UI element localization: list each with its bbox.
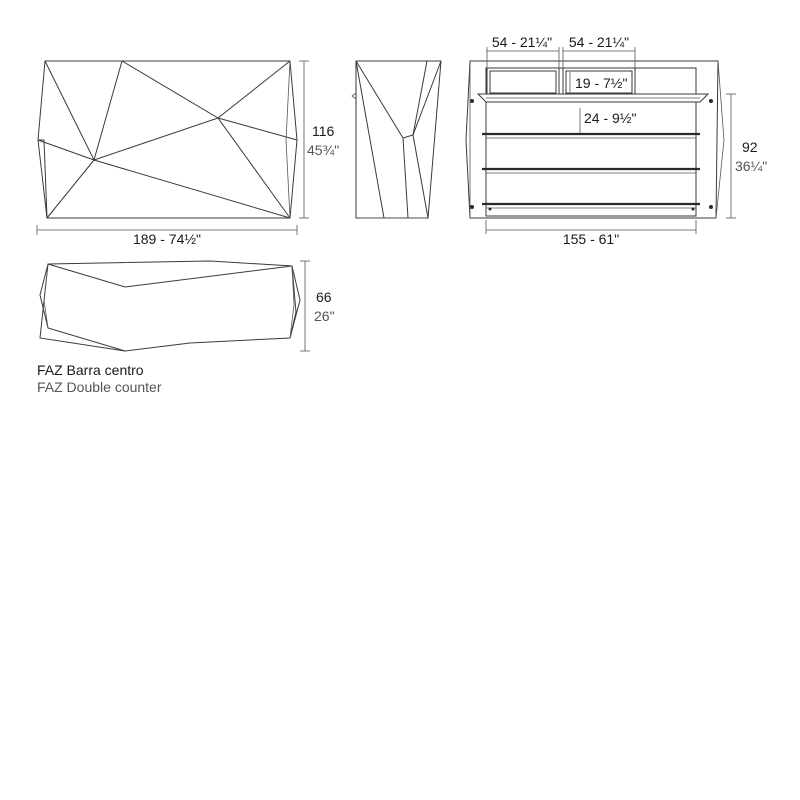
back-height-cm-label: 92: [742, 139, 758, 155]
product-name: FAZ Barra centro: [37, 362, 144, 378]
front-height-dimension: [299, 61, 339, 218]
right-drawer-width-label: 54 - 21¼": [568, 34, 630, 50]
front-width-label: 189 - 74½": [132, 231, 202, 247]
back-height-in-label: 36¼": [735, 158, 768, 174]
top-depth-in-label: 26": [314, 308, 335, 324]
top-depth-dimension: [300, 261, 335, 351]
back-height-dimension: [726, 94, 767, 218]
top-depth-cm-label: 66: [316, 289, 332, 305]
drawer-height-label: 19 - 7½": [575, 75, 628, 91]
side-view: [352, 61, 441, 218]
front-height-cm-label: 116: [312, 123, 335, 139]
product-name-english: FAZ Double counter: [37, 379, 162, 395]
front-width-dimension: [37, 225, 297, 247]
shelf-depth-label: 24 - 9½": [584, 110, 637, 126]
front-view: [38, 61, 297, 218]
back-width-dimension: [486, 220, 696, 247]
left-drawer-width-label: 54 - 21¼": [491, 34, 553, 50]
back-inner-width-label: 155 - 61": [562, 231, 620, 247]
top-view: [40, 261, 300, 351]
front-height-in-label: 45¾": [307, 142, 340, 158]
